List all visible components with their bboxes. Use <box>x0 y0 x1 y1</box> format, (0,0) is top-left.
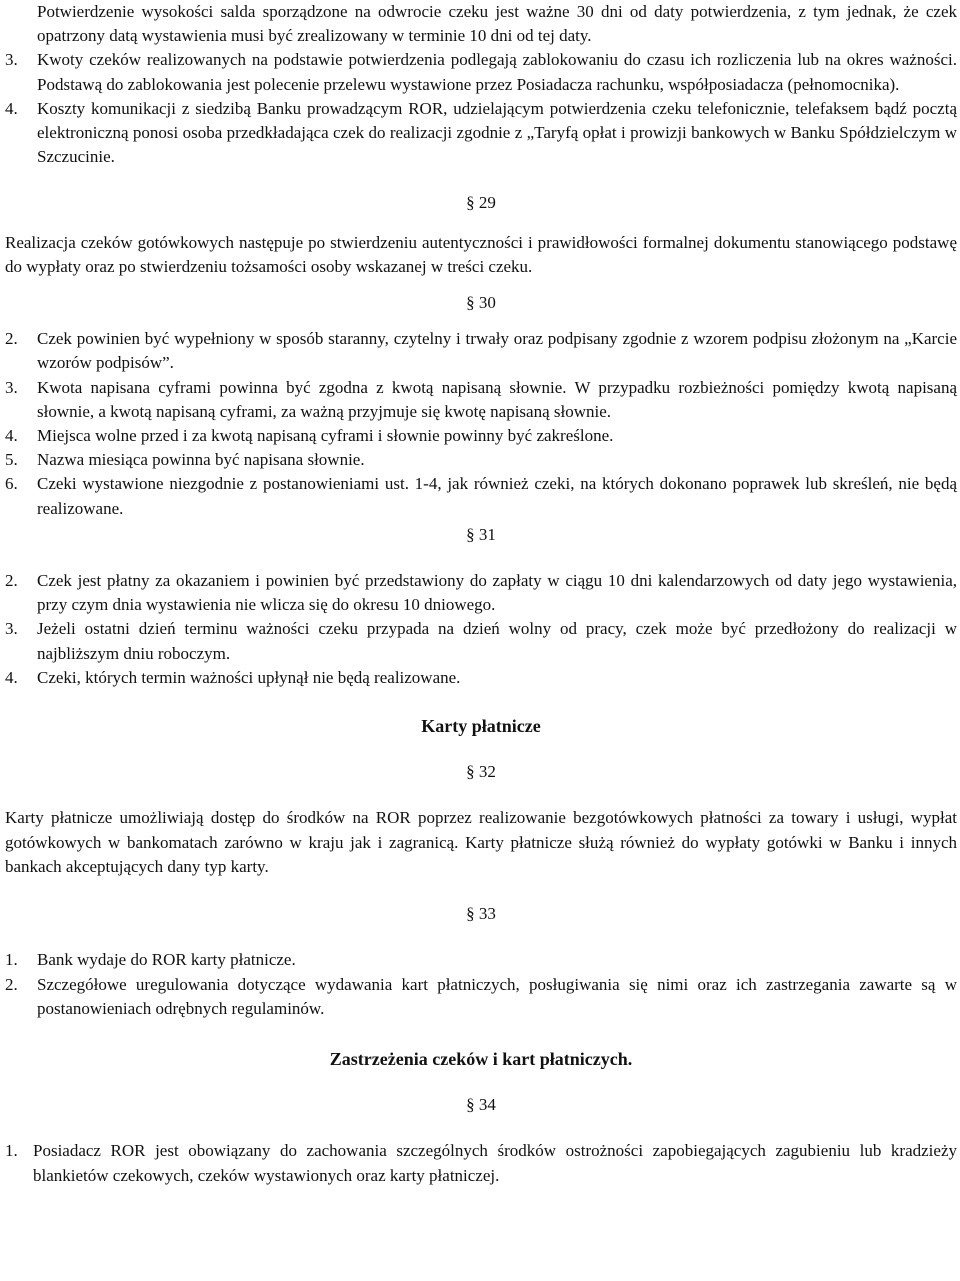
item-text: Jeżeli ostatni dzień terminu ważności czeku przypada na dzień wolny od pracy, czek może być przedłożony do realizacji w najbliższym dniu roboczym. <box>37 619 957 663</box>
item-number: 2. <box>5 974 18 994</box>
section-title-31: § 31 <box>466 524 496 544</box>
item-number: 1. <box>5 1141 18 1161</box>
item-number: 2. <box>5 571 18 591</box>
section-33-list <box>5 948 957 1021</box>
item-text: Czeki, których termin ważności upłynął nie będą realizowane. <box>37 667 461 687</box>
item-number: 3. <box>5 50 18 70</box>
item-text: Czek jest płatny za okazaniem i powinien być przedstawiony do zapłaty w ciągu 10 dni kalendarzowych od daty jego wystawienia, przy czym dnia wystawienia nie wlicza się do okresu 10 dniowego. <box>37 571 957 615</box>
list-item <box>5 948 957 972</box>
section-29-text: Realizacja czeków gotówkowych następuje po stwierdzeniu autentyczności i prawidłowości formalnej dokumentu stanowiącego podstawę do wypłaty oraz po stwierdzeniu tożsamości osoby wskazanej w treści czeku. <box>5 232 957 276</box>
list-item <box>5 424 957 448</box>
item-text: Kwota napisana cyframi powinna być zgodna z kwotą napisaną słownie. W przypadku rozbieżności pomiędzy kwotą napisaną słownie, a kwotą napisaną cyframi, za ważną przyjmuje się kwotę napisaną słownie. <box>37 377 957 421</box>
list-item <box>5 617 957 665</box>
heading-reservations: Zastrzeżenia czeków i kart płatniczych. <box>329 1048 633 1069</box>
paragraph-item-3 <box>5 48 957 96</box>
item-text: Posiadacz ROR jest obowiązany do zachowania szczególnych środków ostrożności zapobiegających zagubieniu lub kradzieży blankietów czekowych, czeków wystawionych oraz karty płatniczej. <box>33 1141 957 1185</box>
item-number: 4. <box>5 98 18 118</box>
paragraph-item-4 <box>5 97 957 170</box>
item-text: Miejsca wolne przed i za kwotą napisaną cyframi i słownie powinny być zakreślone. <box>37 426 614 446</box>
list-item <box>5 973 957 1021</box>
item-number: 4. <box>5 426 18 446</box>
section-30-list <box>5 327 957 521</box>
list-item <box>5 666 957 690</box>
item-number: 4. <box>5 667 18 687</box>
item-number: 6. <box>5 474 18 494</box>
item-text: Szczegółowe uregulowania dotyczące wydawania kart płatniczych, posługiwania się nimi oraz ich zastrzegania zawarte są w postanowieniach odrębnych regulaminów. <box>37 974 957 1018</box>
list-item <box>5 327 957 375</box>
item-text: Czeki wystawione niezgodnie z postanowieniami ust. 1-4, jak również czeki, na których dokonano poprawek lub skreśleń, nie będą realizowane. <box>37 474 957 518</box>
list-item <box>5 448 957 472</box>
item-text: Czek powinien być wypełniony w sposób staranny, czytelny i trwały oraz podpisany zgodnie z wzorem podpisu złożonym na „Karcie wzorów podpisów”. <box>37 329 957 373</box>
section-32-text: Karty płatnicze umożliwiają dostęp do środków na ROR poprzez realizowanie bezgotówkowych płatności za towary i usługi, wypłat gotówkowych w bankomatach zarówno w kraju jak i zagranicą. Karty płatnicze służą również do wypłaty gotówki w Banku i innych bankach akceptujących dany typ karty. <box>5 808 957 876</box>
paragraph-confirmation-validity: Potwierdzenie wysokości salda sporządzone na odwrocie czeku jest ważne 30 dni od daty potwierdzenia, z tym jednak, że czek opatrzony datą wystawienia musi być zrealizowany w terminie 10 dni od tej daty. <box>37 2 957 46</box>
item-number: 5. <box>5 450 18 470</box>
list-item <box>5 376 957 424</box>
section-title-34: § 34 <box>466 1095 496 1115</box>
list-item <box>5 1139 957 1187</box>
heading-payment-cards: Karty płatnicze <box>421 716 541 737</box>
item-number: 3. <box>5 619 18 639</box>
item-text: Kwoty czeków realizowanych na podstawie potwierdzenia podlegają zablokowaniu do czasu ich rozliczenia lub na okres ważności. Podstawą do zablokowania jest polecenie przelewu wystawione przez Posiadacza rachunku, współposiadacza (pełnomocnika). <box>37 50 957 94</box>
list-item <box>5 569 957 617</box>
section-title-30: § 30 <box>466 293 496 313</box>
item-number: 2. <box>5 329 18 349</box>
item-text: Nazwa miesiąca powinna być napisana słownie. <box>37 450 365 470</box>
item-text: Koszty komunikacji z siedzibą Banku prowadzącym ROR, udzielającym potwierdzenia czeku telefonicznie, telefaksem bądź pocztą elektroniczną ponosi osoba przedkładająca czek do realizacji zgodnie z „Taryfą opłat i prowizji bankowych w Banku Spółdzielczym w Szczucinie. <box>37 98 957 167</box>
section-title-33: § 33 <box>466 904 496 924</box>
section-title-29: § 29 <box>466 193 496 213</box>
section-title-32: § 32 <box>466 762 496 782</box>
item-number: 1. <box>5 950 18 970</box>
item-text: Bank wydaje do ROR karty płatnicze. <box>37 950 296 970</box>
item-number: 3. <box>5 377 18 397</box>
list-item <box>5 472 957 520</box>
section-31-list <box>5 569 957 690</box>
section-34-list <box>5 1139 957 1187</box>
